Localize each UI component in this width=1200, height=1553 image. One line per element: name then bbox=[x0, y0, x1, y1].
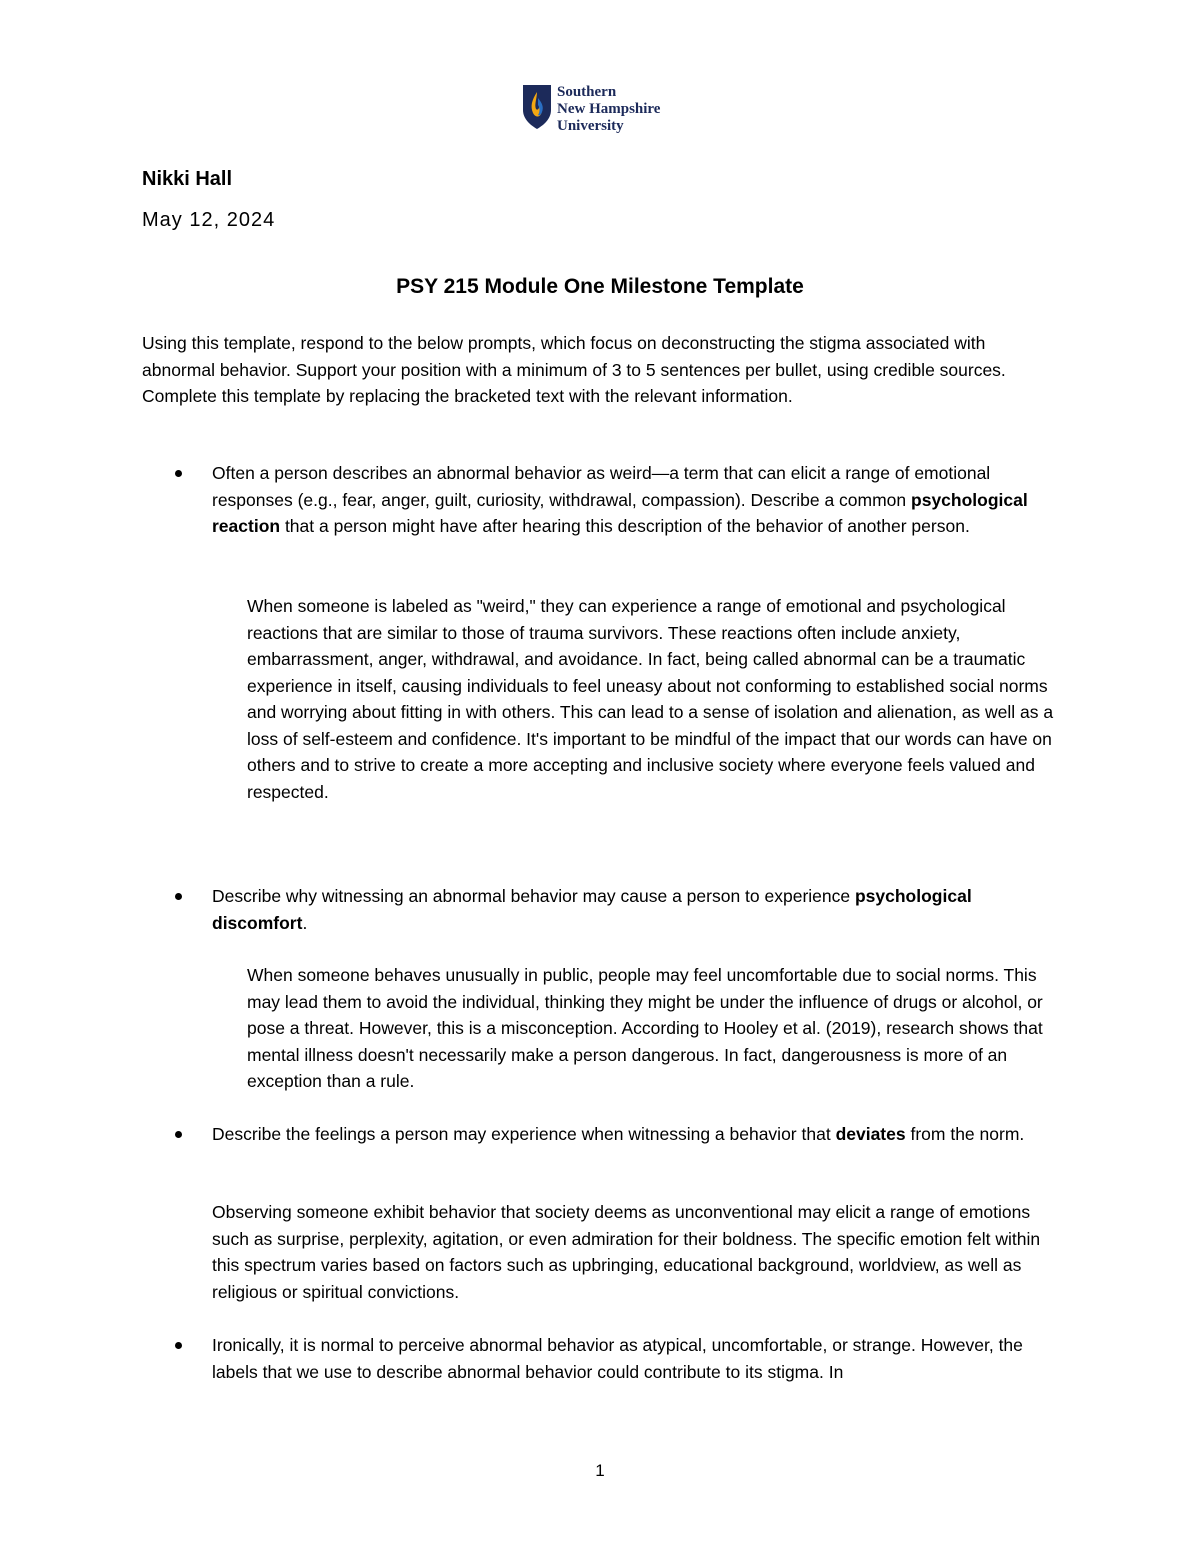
instructions-paragraph: Using this template, respond to the below prompts, which focus on deconstructing the stigma associated with abnormal behavior. Support your position with a minimum of 3 to 5 sentences per bullet, using credible sources. Complete this template by replacing the bracketed text with the relevant information. bbox=[142, 333, 1006, 406]
bullet-dot-icon bbox=[175, 1131, 182, 1138]
bullet-dot-icon bbox=[175, 470, 182, 477]
prompt-emphasis: psychological discomfort bbox=[212, 886, 972, 933]
answer-paragraph: When someone behaves unusually in public, people may feel uncomfortable due to social norms. This may lead them to avoid the individual, thinking they might be under the influence of drugs or alcohol, or pose a threat. However, this is a misconception. According to Hooley et al. (2019), research shows that mental illness doesn't necessarily make a person dangerous. In fact, dangerousness is more of an exception than a rule. bbox=[247, 965, 1043, 1091]
prompt-bullet bbox=[212, 1332, 1062, 1385]
bullet-dot-icon bbox=[175, 1342, 182, 1349]
prompt-emphasis: deviates bbox=[835, 1124, 906, 1144]
answer-paragraph: When someone is labeled as "weird," they can experience a range of emotional and psychological reactions that are similar to those of trauma survivors. These reactions often include anxiety, embarrassment, anger, withdrawal, and avoidance. In fact, being called abnormal can be a traumatic experience in itself, causing individuals to feel uneasy about not conforming to established social norms and worrying about fitting in with others. This can lead to a sense of isolation and alienation, as well as a loss of self-esteem and confidence. It's important to be mindful of the impact that our words can have on others and to strive to create a more accepting and inclusive society where everyone feels valued and respected. bbox=[247, 596, 1054, 802]
page-number: 1 bbox=[595, 1461, 605, 1480]
university-logo bbox=[522, 84, 692, 134]
document-title: PSY 215 Module One Milestone Template bbox=[396, 275, 804, 298]
prompt-text: Often a person describes an abnormal behavior as weird—a term that can elicit a range of emotional responses (e.g., fear, anger, guilt, curiosity, withdrawal, compassion). Describe a common bbox=[212, 463, 991, 510]
answer-paragraph: Observing someone exhibit behavior that society deems as unconventional may elicit a range of emotions such as surprise, perplexity, agitation, or even admiration for their boldness. The specific emotion felt within this spectrum varies based on factors such as upbringing, educational background, worldview, as well as religious or spiritual convictions. bbox=[212, 1202, 1041, 1302]
prompt-bullet bbox=[212, 883, 1062, 936]
bullet-dot-icon bbox=[175, 893, 182, 900]
prompt-text: Describe the feelings a person may experience when witnessing a behavior that bbox=[212, 1124, 836, 1144]
prompt-bullet bbox=[212, 460, 1062, 540]
prompt-text: Ironically, it is normal to perceive abnormal behavior as atypical, uncomfortable, or strange. However, the labels that we use to describe abnormal behavior could contribute to its stigma. In bbox=[212, 1335, 1023, 1382]
prompt-emphasis: psychological reaction bbox=[212, 489, 1028, 536]
logo-line: New Hampshire bbox=[557, 101, 661, 117]
prompt-text: Describe why witnessing an abnormal behavior may cause a person to experience bbox=[212, 886, 855, 906]
prompt-text: . bbox=[302, 912, 308, 933]
shield-flame-icon bbox=[522, 84, 552, 130]
logo-wordmark bbox=[557, 84, 660, 135]
prompt-text: that a person might have after hearing this description of the behavior of another person. bbox=[280, 516, 970, 536]
prompt-text: from the norm. bbox=[905, 1124, 1025, 1144]
logo-line: University bbox=[557, 118, 624, 134]
prompt-bullet bbox=[212, 1121, 1062, 1148]
document-date: May 12, 2024 bbox=[142, 209, 276, 231]
logo-line: Southern bbox=[557, 84, 617, 100]
author-name: Nikki Hall bbox=[142, 168, 233, 190]
